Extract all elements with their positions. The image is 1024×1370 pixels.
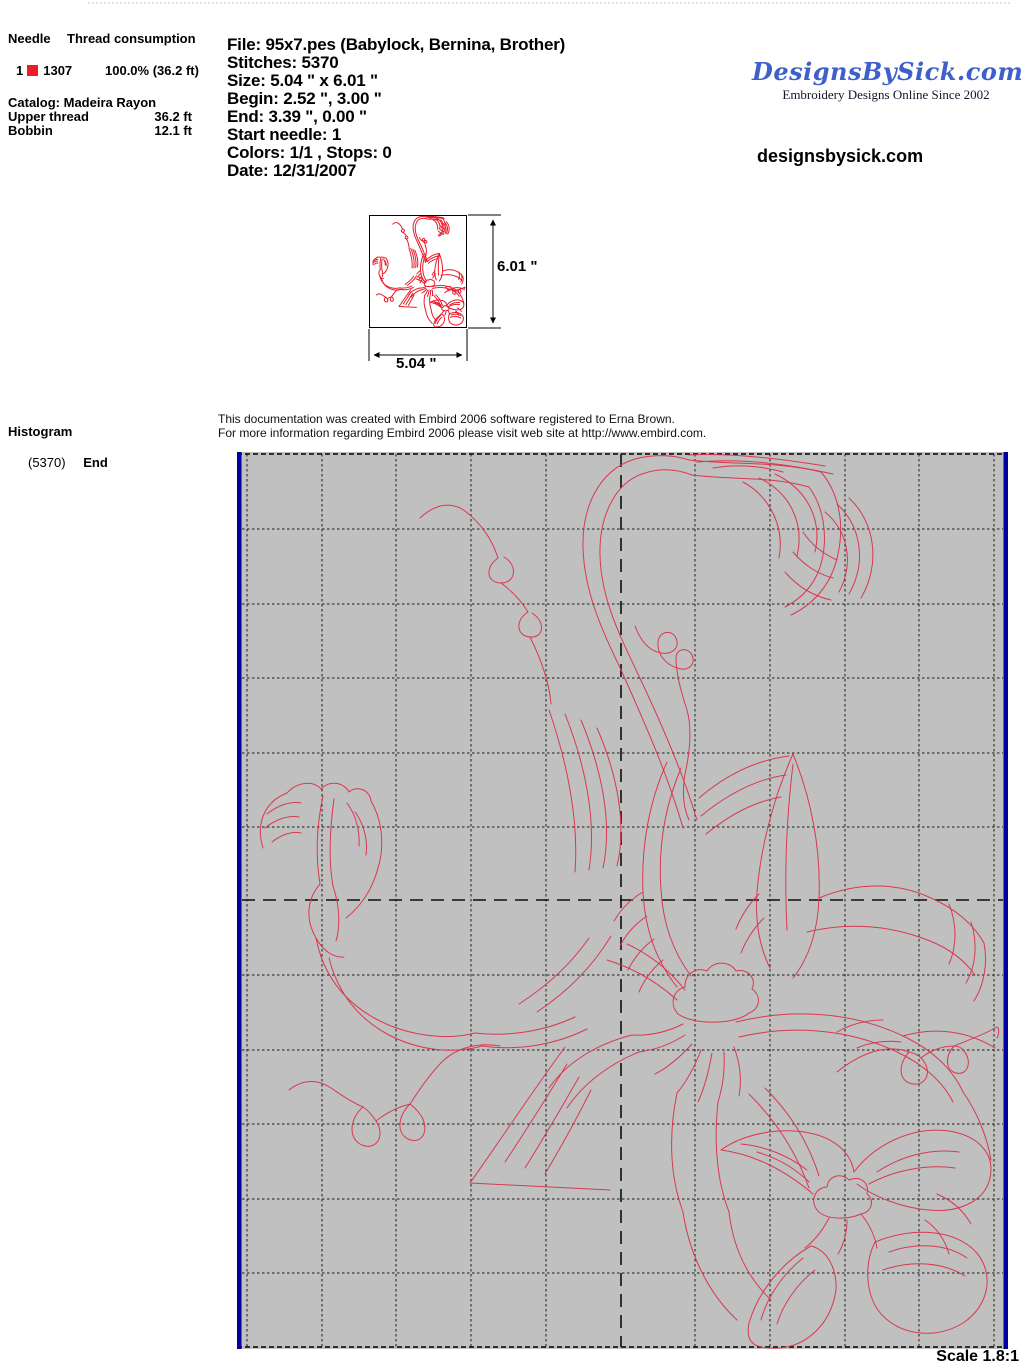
needle-number: 1 bbox=[16, 63, 24, 78]
hoop-bar-left bbox=[237, 452, 242, 1349]
designsbysick-logo: DesignsBySick.com bbox=[752, 57, 1024, 86]
upper-thread-row bbox=[8, 109, 192, 124]
scale-label: Scale 1.8:1 bbox=[936, 1348, 1019, 1365]
histogram-end-label: End bbox=[83, 455, 108, 470]
histogram-entry bbox=[28, 455, 108, 470]
hoop-bar-right bbox=[1004, 452, 1009, 1349]
size-line: Size: 5.04 " x 6.01 " bbox=[227, 71, 378, 90]
thread-consumption-header: Thread consumption bbox=[67, 31, 196, 46]
bobbin-label: Bobbin bbox=[8, 123, 53, 138]
brand-website: designsbysick.com bbox=[757, 146, 924, 166]
thread-catalog: Catalog: Madeira Rayon bbox=[8, 95, 157, 110]
upper-thread-label: Upper thread bbox=[8, 109, 89, 124]
dimension-annotations bbox=[360, 205, 530, 375]
end-line: End: 3.39 ", 0.00 " bbox=[227, 107, 367, 126]
width-dimension-label: 5.04 " bbox=[396, 355, 437, 372]
embird-note-line1: This documentation was created with Embird 2006 software registered to Erna Brown. bbox=[218, 412, 675, 426]
file-name-line: File: 95x7.pes (Babylock, Bernina, Brother) bbox=[227, 35, 566, 54]
page-top-dots bbox=[88, 2, 1010, 4]
stitch-canvas bbox=[237, 452, 1008, 1349]
histogram-stitch-count: (5370) bbox=[28, 455, 66, 470]
thread-usage: 100.0% (36.2 ft) bbox=[105, 63, 199, 78]
start-needle-line: Start needle: 1 bbox=[227, 125, 342, 144]
upper-thread-value: 36.2 ft bbox=[154, 109, 192, 124]
bobbin-value: 12.1 ft bbox=[154, 123, 192, 138]
thread-row bbox=[16, 63, 72, 78]
file-info-block bbox=[227, 36, 565, 180]
bobbin-row bbox=[8, 123, 192, 138]
colors-stops-line: Colors: 1/1 , Stops: 0 bbox=[227, 143, 392, 162]
stitches-line: Stitches: 5370 bbox=[227, 53, 339, 72]
needle-column-header: Needle bbox=[8, 31, 51, 46]
brand-tagline: Embroidery Designs Online Since 2002 bbox=[782, 87, 990, 102]
thread-color-code: 1307 bbox=[43, 63, 73, 78]
embird-note-line2: For more information regarding Embird 2006 please visit web site at http://www.embird.com. bbox=[218, 426, 707, 440]
begin-line: Begin: 2.52 ", 3.00 " bbox=[227, 89, 382, 108]
date-line: Date: 12/31/2007 bbox=[227, 161, 357, 180]
thread-color-swatch bbox=[27, 65, 38, 76]
histogram-title: Histogram bbox=[8, 424, 73, 439]
brand-block bbox=[752, 57, 1024, 103]
height-dimension-label: 6.01 " bbox=[497, 258, 538, 275]
embird-note bbox=[218, 412, 706, 440]
